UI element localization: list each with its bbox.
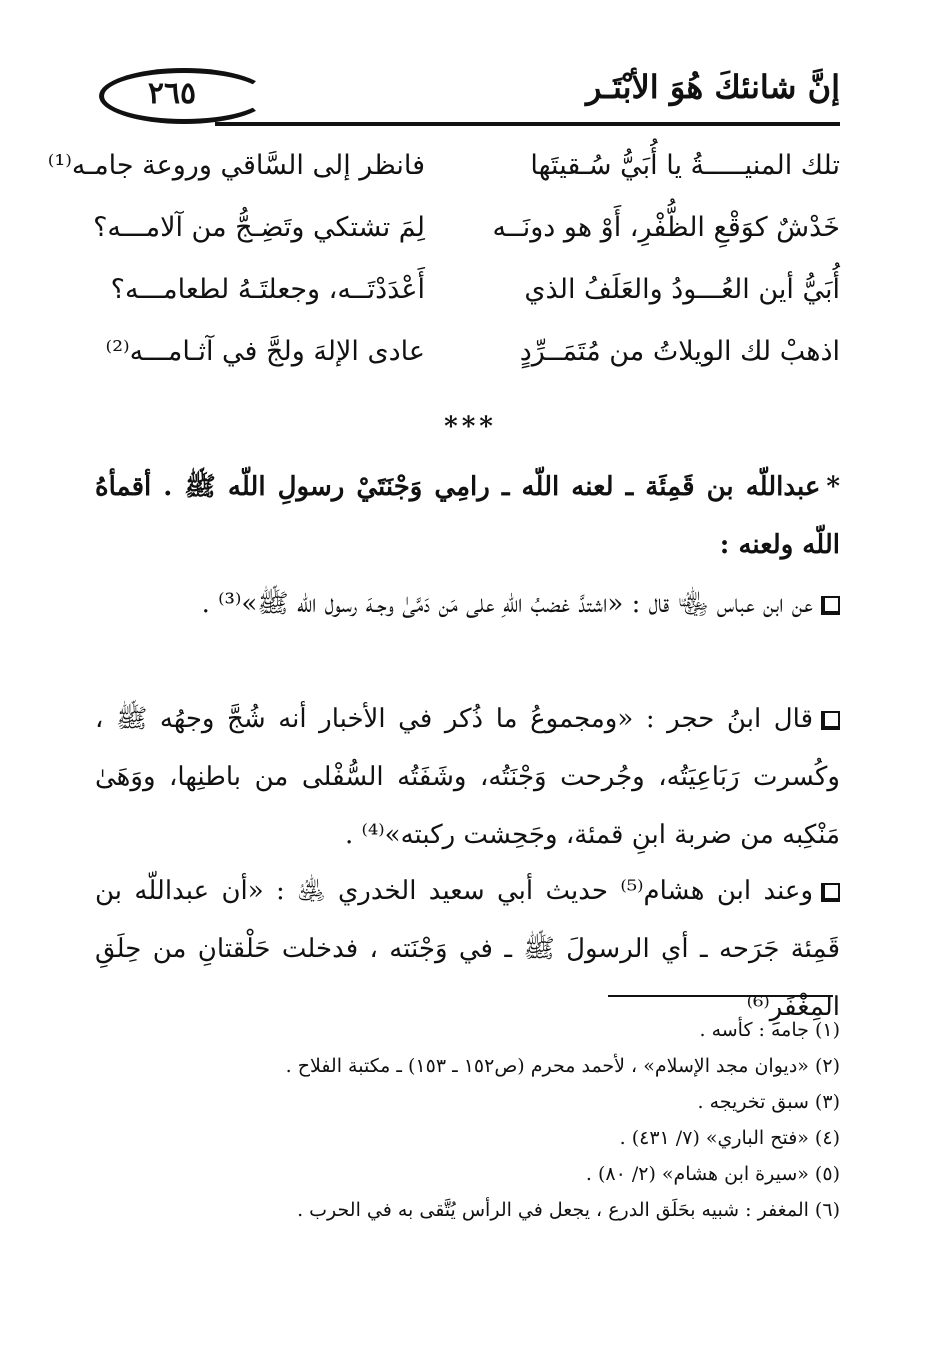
poem-verse <box>47 150 840 210</box>
square-bullet-icon <box>821 596 840 615</box>
paragraph <box>95 575 840 633</box>
section-heading-text: عبداللّه بن قَمِئَة ـ لعنه اللّه ـ رامِي وَجْنَتَيْ رسولِ اللّه ﷺ . أقمأهُ اللّه ولعنه : <box>95 472 840 560</box>
square-bullet-icon <box>821 711 840 730</box>
footnote: (٦) المغفر : شبيه بحَلَق الدرع ، يجعل في الرأس يُتَّقى به في الحرب . <box>297 1199 840 1221</box>
header-rule <box>215 122 840 126</box>
section-heading <box>95 458 840 574</box>
paragraph-text: عن ابن عباس ﵄ قال : «اشتدَّ غضبُ اللّهِ على مَن دَمَّىٰ وجـهَ رسول اللّه ﷺ»⁽³⁾ . <box>201 589 813 619</box>
paragraph-text: قال ابنُ حجر : «ومجموعُ ما ذُكر في الأخبار أنه شُجَّ وجهُه ﷺ ، وكُسرت رَبَاعِيَتُه، وجُرحت وَجْنَتُه، وشَفَتُه السُّفْلى من باطنِها، ووَهَىٰ مَنْكِبه من ضربة ابنِ قمئة، وجَحِشت ركبته»⁽⁴⁾ . <box>95 704 840 850</box>
verse-second-hemistich: لِمَ تشتكي وتَضِـجُّ من آلامـــه؟ <box>93 212 425 243</box>
poem-verse <box>95 274 840 334</box>
paragraph <box>95 690 840 864</box>
verse-first-hemistich: اذهبْ لك الويلاتُ من مُتَمَــرِّدٍ <box>519 336 840 367</box>
running-title: إنَّ شانئكَ هُوَ الأبْتَـر <box>585 68 840 106</box>
poem-verse <box>95 336 840 396</box>
footnotes <box>95 1012 840 1228</box>
verse-first-hemistich: أُبَيُّ أين العُـــودُ والعَلَفُ الذي <box>524 274 840 305</box>
page-number: ٢٦٥ <box>147 76 197 111</box>
paragraph-text: وعند ابن هشام⁽⁵⁾ حديث أبي سعيد الخدري ﵁ : «أن عبداللّه بن قَمِئة جَرَحه ـ أي الرسولَ ﷺ ـ في وَجْنَته ، فدخلت حَلْقتانِ من حِلَقِ المِغْفَرِ⁽⁶⁾ <box>95 876 840 1022</box>
paragraph <box>95 862 840 1036</box>
verse-second-hemistich: أَعْدَدْتَــه، وجعلتَـهُ لطعامـــه؟ <box>110 274 425 305</box>
section-star: * <box>826 472 840 502</box>
page-header <box>95 62 840 130</box>
square-bullet-icon <box>821 883 840 902</box>
verse-first-hemistich: تلك المنيـــــةُ يا أُبَيُّ سُـقيتَها <box>530 150 840 181</box>
poem-verse <box>95 212 840 272</box>
footnote: (١) جامه : كأسه . <box>699 1019 840 1041</box>
footnote: (٤) «فتح الباري» (٧/ ٤٣١) . <box>619 1127 840 1149</box>
footnote: (٢) «ديوان مجد الإسلام» ، لأحمد محرم (ص١٥٢ ـ ١٥٣) ـ مكتبة الفلاح . <box>285 1055 840 1077</box>
footnote: (٥) «سيرة ابن هشام» (٢/ ٨٠) . <box>585 1163 840 1185</box>
footnote-rule <box>608 995 833 997</box>
verse-second-hemistich: فانظر إلى السَّاقي وروعة جامـه⁽¹⁾ <box>47 150 425 181</box>
section-separator: *** <box>444 412 497 442</box>
footnote: (٣) سبق تخريجه . <box>697 1091 840 1113</box>
verse-first-hemistich: خَدْشٌ كوَقْعِ الظُّفْرِ، أَوْ هو دونَــه <box>492 212 840 243</box>
verse-second-hemistich: عادى الإلهَ ولجَّ في آثـامـــه⁽²⁾ <box>105 336 425 367</box>
poem <box>47 140 840 390</box>
